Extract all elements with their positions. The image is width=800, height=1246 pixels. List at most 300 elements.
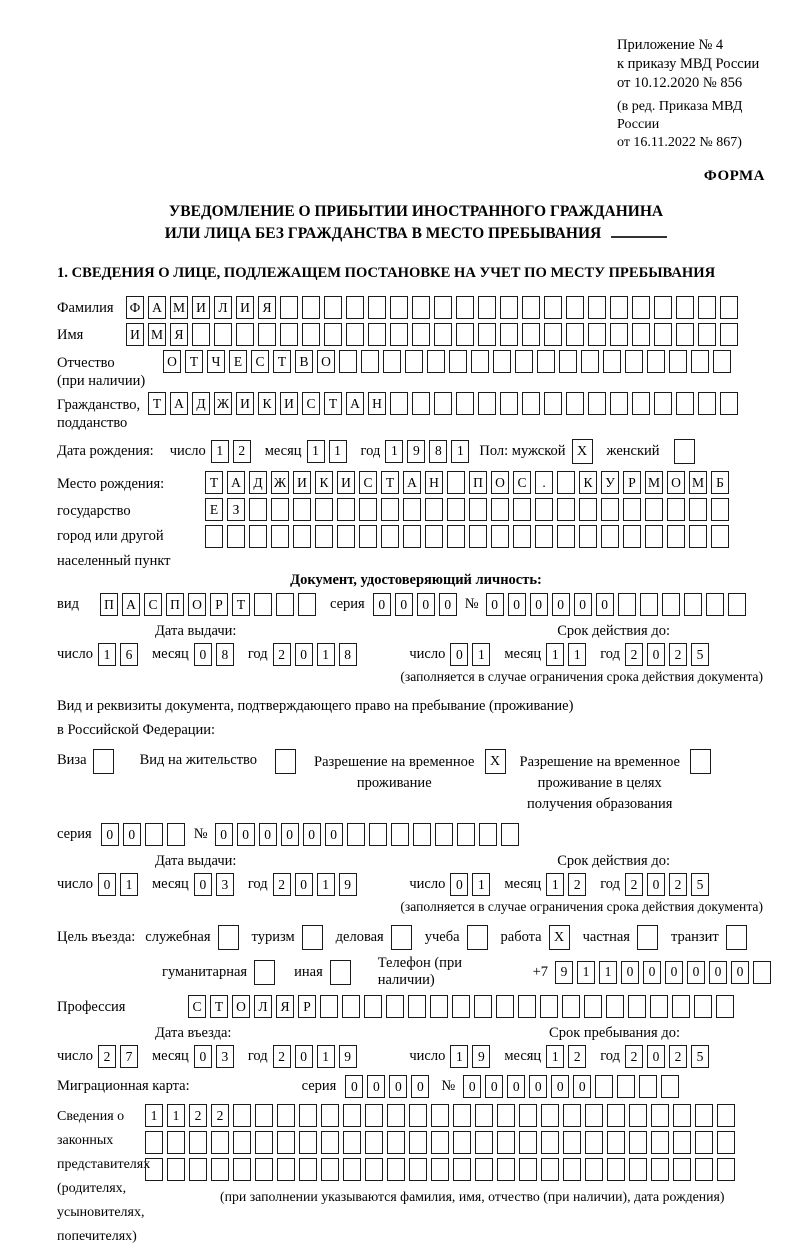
form-cell[interactable] bbox=[519, 1131, 537, 1154]
form-cell[interactable] bbox=[610, 323, 628, 346]
form-cell[interactable] bbox=[478, 392, 496, 415]
form-cell[interactable]: 2 bbox=[669, 643, 687, 666]
temp-permit-checkbox[interactable]: X bbox=[485, 749, 506, 774]
form-cell[interactable]: 0 bbox=[687, 961, 705, 984]
form-cell[interactable] bbox=[650, 995, 668, 1018]
form-cell[interactable]: М bbox=[645, 471, 663, 494]
form-cell[interactable]: М bbox=[170, 296, 188, 319]
form-cell[interactable]: К bbox=[258, 392, 276, 415]
form-cell[interactable]: 0 bbox=[237, 823, 255, 846]
form-cell[interactable]: Р bbox=[623, 471, 641, 494]
form-cell[interactable]: 5 bbox=[691, 643, 709, 666]
form-cell[interactable] bbox=[654, 323, 672, 346]
form-cell[interactable]: А bbox=[346, 392, 364, 415]
form-cell[interactable] bbox=[500, 392, 518, 415]
form-cell[interactable]: 0 bbox=[507, 1075, 525, 1098]
form-cell[interactable] bbox=[585, 1104, 603, 1127]
form-cell[interactable]: 0 bbox=[295, 873, 313, 896]
form-cell[interactable]: П bbox=[100, 593, 118, 616]
form-cell[interactable] bbox=[302, 296, 320, 319]
form-cell[interactable]: 1 bbox=[472, 873, 490, 896]
form-cell[interactable] bbox=[625, 350, 643, 373]
form-cell[interactable] bbox=[645, 525, 663, 548]
form-cell[interactable]: 9 bbox=[339, 873, 357, 896]
form-cell[interactable] bbox=[277, 1131, 295, 1154]
form-cell[interactable] bbox=[623, 525, 641, 548]
form-cell[interactable] bbox=[694, 995, 712, 1018]
form-cell[interactable] bbox=[412, 296, 430, 319]
form-cell[interactable]: 9 bbox=[472, 1045, 490, 1068]
form-cell[interactable] bbox=[293, 525, 311, 548]
form-cell[interactable]: Н bbox=[425, 471, 443, 494]
form-cell[interactable] bbox=[566, 392, 584, 415]
form-cell[interactable] bbox=[629, 1158, 647, 1181]
form-cell[interactable]: Я bbox=[276, 995, 294, 1018]
form-cell[interactable]: Н bbox=[368, 392, 386, 415]
form-cell[interactable] bbox=[471, 350, 489, 373]
form-cell[interactable] bbox=[601, 525, 619, 548]
form-cell[interactable]: 0 bbox=[259, 823, 277, 846]
form-cell[interactable]: Р bbox=[298, 995, 316, 1018]
form-cell[interactable] bbox=[383, 350, 401, 373]
form-cell[interactable]: З bbox=[227, 498, 245, 521]
form-cell[interactable] bbox=[698, 323, 716, 346]
form-cell[interactable] bbox=[343, 1131, 361, 1154]
form-cell[interactable]: 2 bbox=[189, 1104, 207, 1127]
purpose-official-checkbox[interactable] bbox=[218, 925, 239, 950]
form-cell[interactable]: 1 bbox=[317, 873, 335, 896]
form-cell[interactable] bbox=[661, 1075, 679, 1098]
form-cell[interactable] bbox=[513, 498, 531, 521]
form-cell[interactable] bbox=[431, 1158, 449, 1181]
form-cell[interactable] bbox=[566, 323, 584, 346]
form-cell[interactable] bbox=[299, 1131, 317, 1154]
form-cell[interactable] bbox=[233, 1131, 251, 1154]
form-cell[interactable] bbox=[698, 296, 716, 319]
form-cell[interactable] bbox=[588, 392, 606, 415]
form-cell[interactable] bbox=[629, 1104, 647, 1127]
form-cell[interactable]: 0 bbox=[647, 1045, 665, 1068]
form-cell[interactable] bbox=[386, 995, 404, 1018]
form-cell[interactable]: 0 bbox=[647, 873, 665, 896]
form-cell[interactable] bbox=[541, 1131, 559, 1154]
form-cell[interactable] bbox=[629, 1131, 647, 1154]
form-cell[interactable]: О bbox=[667, 471, 685, 494]
sex-female-checkbox[interactable] bbox=[674, 439, 695, 464]
form-cell[interactable] bbox=[431, 1131, 449, 1154]
form-cell[interactable]: 0 bbox=[215, 823, 233, 846]
form-cell[interactable]: 0 bbox=[709, 961, 727, 984]
form-cell[interactable] bbox=[563, 1158, 581, 1181]
form-cell[interactable]: О bbox=[232, 995, 250, 1018]
form-cell[interactable]: С bbox=[513, 471, 531, 494]
form-cell[interactable] bbox=[639, 1075, 657, 1098]
form-cell[interactable]: 2 bbox=[568, 1045, 586, 1068]
form-cell[interactable] bbox=[249, 498, 267, 521]
edu-permit-checkbox[interactable] bbox=[690, 749, 711, 774]
form-cell[interactable]: 0 bbox=[552, 593, 570, 616]
form-cell[interactable]: А bbox=[122, 593, 140, 616]
form-cell[interactable] bbox=[453, 1158, 471, 1181]
form-cell[interactable]: О bbox=[163, 350, 181, 373]
form-cell[interactable]: . bbox=[535, 471, 553, 494]
form-cell[interactable]: Л bbox=[254, 995, 272, 1018]
form-cell[interactable]: 0 bbox=[508, 593, 526, 616]
form-cell[interactable] bbox=[557, 525, 575, 548]
form-cell[interactable] bbox=[365, 1158, 383, 1181]
form-cell[interactable] bbox=[645, 498, 663, 521]
form-cell[interactable] bbox=[453, 1104, 471, 1127]
form-cell[interactable] bbox=[628, 995, 646, 1018]
form-cell[interactable]: 0 bbox=[123, 823, 141, 846]
form-cell[interactable]: 1 bbox=[385, 440, 403, 463]
form-cell[interactable] bbox=[412, 323, 430, 346]
form-cell[interactable]: 0 bbox=[325, 823, 343, 846]
form-cell[interactable] bbox=[456, 296, 474, 319]
form-cell[interactable]: 5 bbox=[691, 873, 709, 896]
form-cell[interactable] bbox=[409, 1104, 427, 1127]
form-cell[interactable] bbox=[711, 525, 729, 548]
form-cell[interactable]: 0 bbox=[647, 643, 665, 666]
form-cell[interactable]: 1 bbox=[329, 440, 347, 463]
form-cell[interactable] bbox=[669, 350, 687, 373]
form-cell[interactable] bbox=[673, 1104, 691, 1127]
form-cell[interactable]: 0 bbox=[450, 873, 468, 896]
form-cell[interactable] bbox=[321, 1104, 339, 1127]
form-cell[interactable] bbox=[255, 1104, 273, 1127]
form-cell[interactable]: 0 bbox=[417, 593, 435, 616]
visa-checkbox[interactable] bbox=[93, 749, 114, 774]
purpose-private-checkbox[interactable] bbox=[637, 925, 658, 950]
form-cell[interactable] bbox=[315, 525, 333, 548]
form-cell[interactable]: 1 bbox=[472, 643, 490, 666]
form-cell[interactable] bbox=[632, 296, 650, 319]
form-cell[interactable]: 9 bbox=[339, 1045, 357, 1068]
form-cell[interactable] bbox=[588, 296, 606, 319]
form-cell[interactable]: 1 bbox=[568, 643, 586, 666]
form-cell[interactable] bbox=[479, 823, 497, 846]
form-cell[interactable] bbox=[662, 593, 680, 616]
form-cell[interactable]: Е bbox=[229, 350, 247, 373]
form-cell[interactable]: Т bbox=[148, 392, 166, 415]
form-cell[interactable] bbox=[647, 350, 665, 373]
form-cell[interactable]: 1 bbox=[546, 873, 564, 896]
form-cell[interactable]: Т bbox=[210, 995, 228, 1018]
form-cell[interactable] bbox=[667, 525, 685, 548]
form-cell[interactable]: Ч bbox=[207, 350, 225, 373]
form-cell[interactable]: 2 bbox=[669, 1045, 687, 1068]
form-cell[interactable]: 2 bbox=[98, 1045, 116, 1068]
form-cell[interactable]: Б bbox=[711, 471, 729, 494]
form-cell[interactable] bbox=[720, 323, 738, 346]
form-cell[interactable] bbox=[475, 1158, 493, 1181]
form-cell[interactable] bbox=[684, 593, 702, 616]
form-cell[interactable] bbox=[271, 525, 289, 548]
form-cell[interactable] bbox=[491, 498, 509, 521]
form-cell[interactable] bbox=[606, 995, 624, 1018]
form-cell[interactable]: П bbox=[166, 593, 184, 616]
form-cell[interactable] bbox=[601, 498, 619, 521]
form-cell[interactable] bbox=[145, 1131, 163, 1154]
purpose-other-checkbox[interactable] bbox=[330, 960, 351, 985]
form-cell[interactable] bbox=[298, 593, 316, 616]
form-cell[interactable] bbox=[618, 593, 636, 616]
form-cell[interactable]: Ф bbox=[126, 296, 144, 319]
residence-permit-checkbox[interactable] bbox=[275, 749, 296, 774]
form-cell[interactable] bbox=[390, 296, 408, 319]
form-cell[interactable]: В bbox=[295, 350, 313, 373]
form-cell[interactable] bbox=[497, 1158, 515, 1181]
form-cell[interactable] bbox=[603, 350, 621, 373]
form-cell[interactable] bbox=[562, 995, 580, 1018]
form-cell[interactable] bbox=[544, 296, 562, 319]
form-cell[interactable] bbox=[391, 823, 409, 846]
form-cell[interactable] bbox=[623, 498, 641, 521]
form-cell[interactable]: 7 bbox=[120, 1045, 138, 1068]
purpose-transit-checkbox[interactable] bbox=[726, 925, 747, 950]
form-cell[interactable]: 0 bbox=[439, 593, 457, 616]
form-cell[interactable] bbox=[478, 296, 496, 319]
form-cell[interactable]: 0 bbox=[194, 1045, 212, 1068]
form-cell[interactable] bbox=[672, 995, 690, 1018]
form-cell[interactable] bbox=[255, 1158, 273, 1181]
form-cell[interactable] bbox=[491, 525, 509, 548]
form-cell[interactable] bbox=[695, 1158, 713, 1181]
form-cell[interactable]: Л bbox=[214, 296, 232, 319]
form-cell[interactable]: 1 bbox=[451, 440, 469, 463]
form-cell[interactable] bbox=[145, 1158, 163, 1181]
form-cell[interactable]: 1 bbox=[211, 440, 229, 463]
form-cell[interactable]: 0 bbox=[574, 593, 592, 616]
form-cell[interactable] bbox=[515, 350, 533, 373]
form-cell[interactable]: А bbox=[170, 392, 188, 415]
form-cell[interactable]: 1 bbox=[450, 1045, 468, 1068]
form-cell[interactable] bbox=[475, 1104, 493, 1127]
form-cell[interactable]: И bbox=[236, 392, 254, 415]
form-cell[interactable]: К bbox=[579, 471, 597, 494]
form-cell[interactable] bbox=[302, 323, 320, 346]
purpose-business-checkbox[interactable] bbox=[391, 925, 412, 950]
form-cell[interactable]: 1 bbox=[317, 643, 335, 666]
form-cell[interactable] bbox=[607, 1104, 625, 1127]
form-cell[interactable] bbox=[434, 323, 452, 346]
form-cell[interactable]: 1 bbox=[577, 961, 595, 984]
form-cell[interactable]: О bbox=[188, 593, 206, 616]
form-cell[interactable] bbox=[469, 498, 487, 521]
form-cell[interactable] bbox=[321, 1158, 339, 1181]
form-cell[interactable]: 0 bbox=[643, 961, 661, 984]
form-cell[interactable] bbox=[607, 1158, 625, 1181]
form-cell[interactable] bbox=[430, 995, 448, 1018]
form-cell[interactable]: 0 bbox=[665, 961, 683, 984]
form-cell[interactable]: 2 bbox=[669, 873, 687, 896]
form-cell[interactable]: Д bbox=[192, 392, 210, 415]
form-cell[interactable] bbox=[205, 525, 223, 548]
form-cell[interactable] bbox=[359, 525, 377, 548]
form-cell[interactable] bbox=[408, 995, 426, 1018]
form-cell[interactable] bbox=[276, 593, 294, 616]
form-cell[interactable]: 0 bbox=[281, 823, 299, 846]
form-cell[interactable] bbox=[654, 296, 672, 319]
form-cell[interactable] bbox=[364, 995, 382, 1018]
form-cell[interactable]: Т bbox=[273, 350, 291, 373]
form-cell[interactable]: Е bbox=[205, 498, 223, 521]
form-cell[interactable] bbox=[145, 823, 163, 846]
form-cell[interactable]: 0 bbox=[463, 1075, 481, 1098]
form-cell[interactable]: А bbox=[148, 296, 166, 319]
form-cell[interactable] bbox=[425, 498, 443, 521]
form-cell[interactable] bbox=[453, 1131, 471, 1154]
form-cell[interactable] bbox=[409, 1158, 427, 1181]
form-cell[interactable] bbox=[368, 296, 386, 319]
form-cell[interactable] bbox=[299, 1104, 317, 1127]
form-cell[interactable] bbox=[695, 1131, 713, 1154]
form-cell[interactable] bbox=[390, 323, 408, 346]
form-cell[interactable] bbox=[706, 593, 724, 616]
form-cell[interactable]: 0 bbox=[395, 593, 413, 616]
form-cell[interactable]: 0 bbox=[596, 593, 614, 616]
form-cell[interactable] bbox=[447, 498, 465, 521]
form-cell[interactable]: 0 bbox=[731, 961, 749, 984]
form-cell[interactable] bbox=[475, 1131, 493, 1154]
form-cell[interactable] bbox=[541, 1158, 559, 1181]
form-cell[interactable] bbox=[557, 498, 575, 521]
form-cell[interactable]: 2 bbox=[625, 643, 643, 666]
purpose-work-checkbox[interactable]: X bbox=[549, 925, 570, 950]
form-cell[interactable] bbox=[496, 995, 514, 1018]
form-cell[interactable] bbox=[651, 1104, 669, 1127]
form-cell[interactable] bbox=[497, 1104, 515, 1127]
form-cell[interactable]: 2 bbox=[273, 873, 291, 896]
form-cell[interactable] bbox=[343, 1104, 361, 1127]
form-cell[interactable]: 0 bbox=[485, 1075, 503, 1098]
form-cell[interactable]: Т bbox=[381, 471, 399, 494]
form-cell[interactable] bbox=[236, 323, 254, 346]
purpose-humanitarian-checkbox[interactable] bbox=[254, 960, 275, 985]
form-cell[interactable] bbox=[249, 525, 267, 548]
form-cell[interactable] bbox=[299, 1158, 317, 1181]
form-cell[interactable] bbox=[640, 593, 658, 616]
form-cell[interactable]: О bbox=[491, 471, 509, 494]
form-cell[interactable] bbox=[227, 525, 245, 548]
form-cell[interactable] bbox=[390, 392, 408, 415]
form-cell[interactable] bbox=[271, 498, 289, 521]
form-cell[interactable]: И bbox=[337, 471, 355, 494]
form-cell[interactable]: 0 bbox=[303, 823, 321, 846]
form-cell[interactable]: 0 bbox=[411, 1075, 429, 1098]
form-cell[interactable] bbox=[365, 1104, 383, 1127]
form-cell[interactable]: 1 bbox=[98, 643, 116, 666]
form-cell[interactable] bbox=[676, 392, 694, 415]
form-cell[interactable] bbox=[513, 525, 531, 548]
form-cell[interactable] bbox=[559, 350, 577, 373]
form-cell[interactable]: С bbox=[251, 350, 269, 373]
form-cell[interactable] bbox=[610, 392, 628, 415]
form-cell[interactable] bbox=[691, 350, 709, 373]
form-cell[interactable]: Я bbox=[170, 323, 188, 346]
form-cell[interactable]: 1 bbox=[317, 1045, 335, 1068]
form-cell[interactable] bbox=[387, 1158, 405, 1181]
form-cell[interactable]: 0 bbox=[529, 1075, 547, 1098]
form-cell[interactable] bbox=[381, 498, 399, 521]
form-cell[interactable] bbox=[557, 471, 575, 494]
form-cell[interactable] bbox=[563, 1104, 581, 1127]
form-cell[interactable] bbox=[255, 1131, 273, 1154]
form-cell[interactable]: 0 bbox=[551, 1075, 569, 1098]
form-cell[interactable] bbox=[369, 823, 387, 846]
form-cell[interactable] bbox=[651, 1131, 669, 1154]
form-cell[interactable] bbox=[321, 1131, 339, 1154]
form-cell[interactable] bbox=[405, 350, 423, 373]
form-cell[interactable] bbox=[359, 498, 377, 521]
form-cell[interactable]: Т bbox=[185, 350, 203, 373]
form-cell[interactable] bbox=[720, 392, 738, 415]
form-cell[interactable] bbox=[339, 350, 357, 373]
form-cell[interactable]: 0 bbox=[101, 823, 119, 846]
form-cell[interactable] bbox=[346, 323, 364, 346]
form-cell[interactable] bbox=[585, 1131, 603, 1154]
form-cell[interactable]: 1 bbox=[599, 961, 617, 984]
form-cell[interactable] bbox=[189, 1131, 207, 1154]
form-cell[interactable]: И bbox=[126, 323, 144, 346]
form-cell[interactable] bbox=[343, 1158, 361, 1181]
form-cell[interactable] bbox=[673, 1131, 691, 1154]
form-cell[interactable] bbox=[293, 498, 311, 521]
form-cell[interactable]: 0 bbox=[194, 873, 212, 896]
form-cell[interactable] bbox=[435, 823, 453, 846]
form-cell[interactable] bbox=[544, 392, 562, 415]
form-cell[interactable]: М bbox=[148, 323, 166, 346]
form-cell[interactable]: 8 bbox=[216, 643, 234, 666]
form-cell[interactable] bbox=[500, 296, 518, 319]
form-cell[interactable] bbox=[403, 498, 421, 521]
form-cell[interactable] bbox=[584, 995, 602, 1018]
form-cell[interactable] bbox=[632, 392, 650, 415]
form-cell[interactable]: Р bbox=[210, 593, 228, 616]
form-cell[interactable] bbox=[361, 350, 379, 373]
purpose-study-checkbox[interactable] bbox=[467, 925, 488, 950]
form-cell[interactable] bbox=[566, 296, 584, 319]
form-cell[interactable] bbox=[588, 323, 606, 346]
form-cell[interactable] bbox=[346, 296, 364, 319]
form-cell[interactable]: 3 bbox=[216, 873, 234, 896]
form-cell[interactable]: 0 bbox=[389, 1075, 407, 1098]
form-cell[interactable] bbox=[214, 323, 232, 346]
form-cell[interactable]: С bbox=[144, 593, 162, 616]
form-cell[interactable]: 1 bbox=[546, 1045, 564, 1068]
form-cell[interactable] bbox=[447, 471, 465, 494]
form-cell[interactable] bbox=[277, 1158, 295, 1181]
form-cell[interactable] bbox=[431, 1104, 449, 1127]
form-cell[interactable]: 5 bbox=[691, 1045, 709, 1068]
form-cell[interactable]: 9 bbox=[555, 961, 573, 984]
form-cell[interactable]: Ж bbox=[271, 471, 289, 494]
form-cell[interactable] bbox=[689, 498, 707, 521]
form-cell[interactable] bbox=[689, 525, 707, 548]
form-cell[interactable] bbox=[456, 323, 474, 346]
form-cell[interactable] bbox=[711, 498, 729, 521]
form-cell[interactable] bbox=[610, 296, 628, 319]
form-cell[interactable] bbox=[425, 525, 443, 548]
form-cell[interactable] bbox=[381, 525, 399, 548]
form-cell[interactable] bbox=[192, 323, 210, 346]
form-cell[interactable] bbox=[368, 323, 386, 346]
form-cell[interactable]: Т bbox=[205, 471, 223, 494]
form-cell[interactable] bbox=[651, 1158, 669, 1181]
form-cell[interactable] bbox=[324, 296, 342, 319]
form-cell[interactable] bbox=[522, 323, 540, 346]
form-cell[interactable] bbox=[347, 823, 365, 846]
